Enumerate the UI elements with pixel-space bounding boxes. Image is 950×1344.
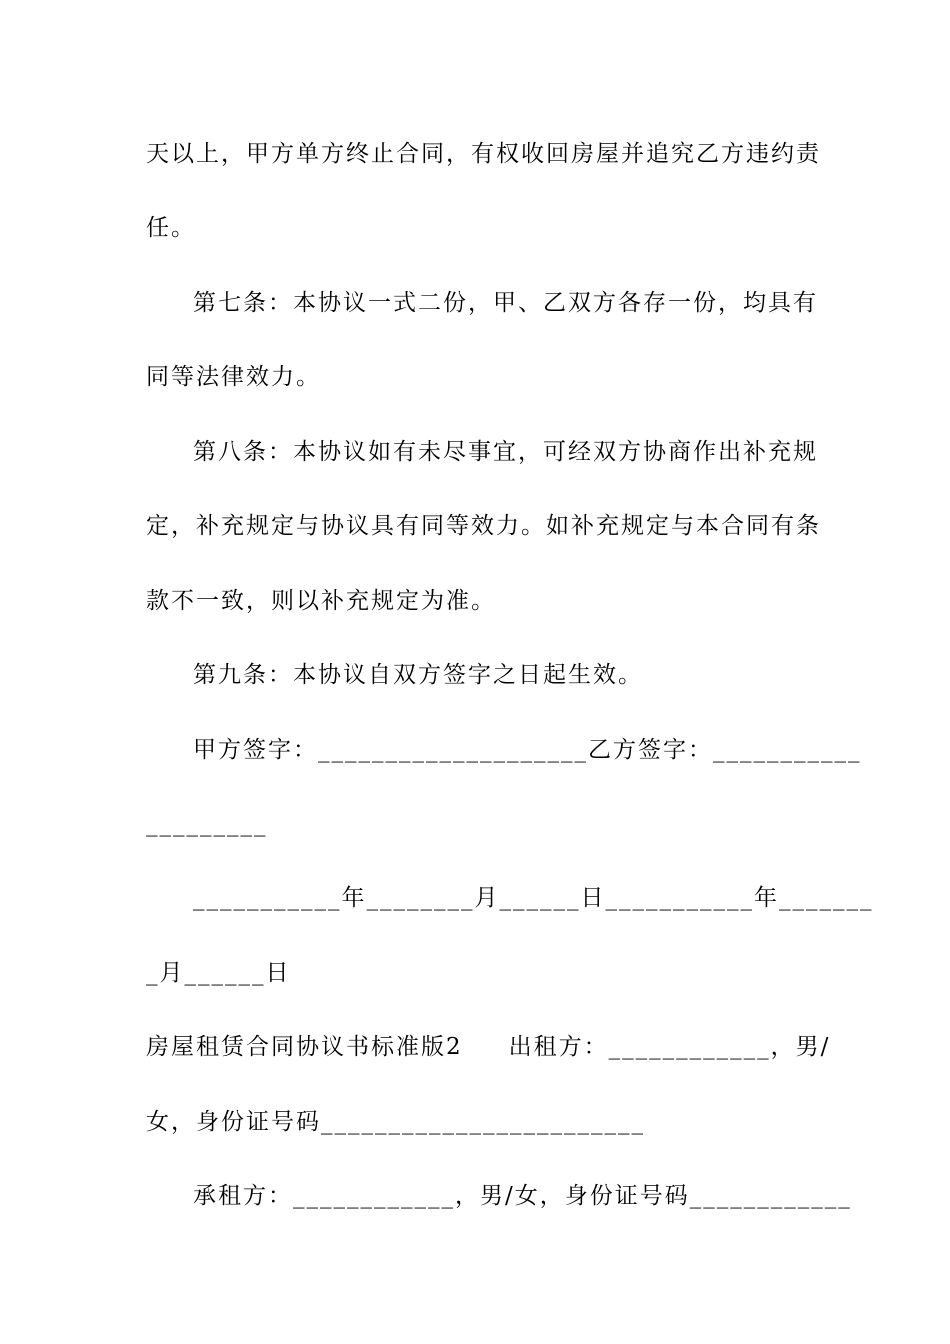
article-9-line: 第九条：本协议自双方签字之日起生效。 — [193, 662, 643, 688]
signature-line-continued: _________ — [146, 811, 268, 837]
paragraph-line: 任。 — [146, 215, 196, 241]
next-contract-header — [146, 1032, 830, 1062]
date-line-continued: _月______日 — [146, 960, 291, 986]
article-7-line: 第七条：本协议一式二份，甲、乙双方各存一份，均具有 — [193, 290, 818, 316]
date-line: ___________年________月______日___________年_______ — [193, 885, 874, 911]
lessor-id-line: 女，身份证号码________________________ — [146, 1109, 645, 1135]
document-title: 房屋租赁合同协议书标准版2 — [146, 1034, 463, 1060]
lessor-line: 出租方：____________，男/ — [508, 1034, 831, 1060]
article-8-line: 第八条：本协议如有未尽事宜，可经双方协商作出补充规 — [193, 439, 818, 465]
paragraph-line: 同等法律效力。 — [146, 364, 321, 390]
paragraph-line: 定，补充规定与协议具有同等效力。如补充规定与本合同有条 — [146, 513, 821, 539]
signature-line: 甲方签字：____________________乙方签字：___________ — [193, 737, 862, 763]
paragraph-line: 款不一致，则以补充规定为准。 — [146, 588, 496, 614]
lessee-line: 承租方：____________，男/女，身份证号码____________ — [193, 1183, 852, 1209]
paragraph-line: 天以上，甲方单方终止合同，有权收回房屋并追究乙方违约责 — [146, 141, 821, 167]
